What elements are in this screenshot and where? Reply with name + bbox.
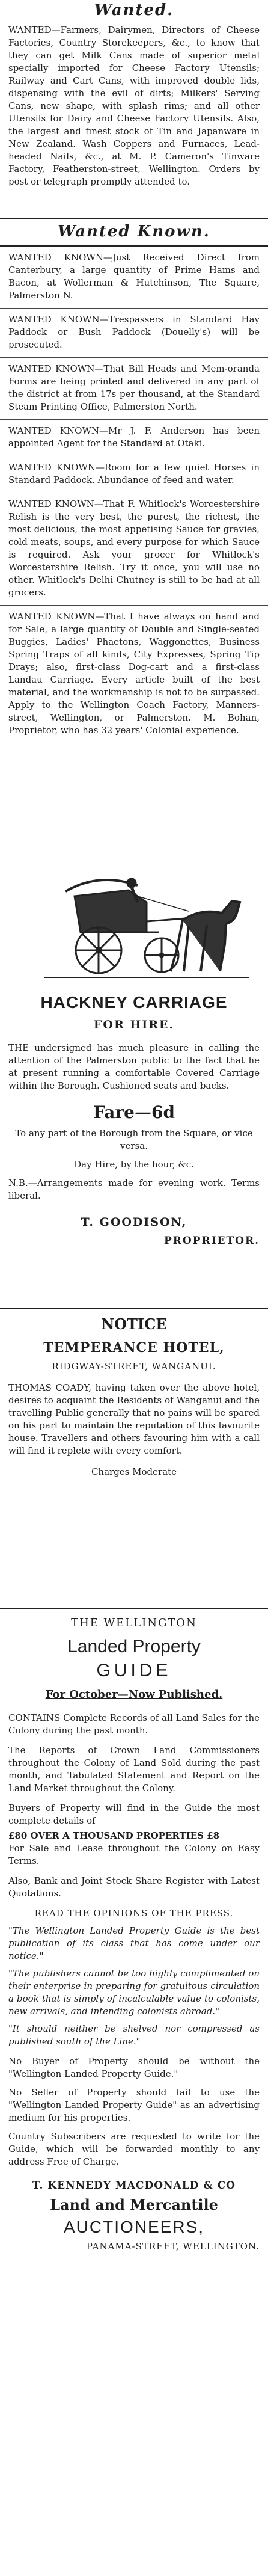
guide-para: Also, Bank and Joint Stock Share Register with Latest Quotations. <box>8 1875 260 1899</box>
wanted-heading: Wanted. <box>94 1 174 19</box>
guide-highlight: £80 OVER A THOUSAND PROPERTIES £8 <box>8 1830 220 1841</box>
guide-quote: "The Wellington Landed Property Guide is the best publication of its class that has come under our notice." <box>8 1925 260 1961</box>
guide-auctioneers: AUCTIONEERS, <box>63 2218 205 2236</box>
ad-rule <box>0 357 268 358</box>
section-rule <box>0 1308 268 1309</box>
ad-rule <box>0 308 268 309</box>
hackney-nb: N.B.—Arrangements made for evening work. Terms liberal. <box>8 1178 260 1201</box>
notice-heading: NOTICE <box>101 1315 167 1333</box>
guide-quote: "It should neither be shelved nor compressed as published south of the Line." <box>8 2023 260 2047</box>
wanted-known-ad: WANTED KNOWN—That Bill Heads and Mem-oranda Forms are being printed and delivered in any part of the district at from 17s per thousand, at the Standard Steam Printing Office, Palmerston North. <box>8 363 260 412</box>
hackney-subtitle: FOR HIRE. <box>93 1018 175 1031</box>
temperance-text: THOMAS COADY, having taken over the above hotel, desires to acquaint the Residents of Wanganui and the travelling Public generally that no pains will be spared on his part to maintain the reputation of this favourite house. Travellers and others favouring him with a call will find it replete with every comfort. <box>8 1382 260 1456</box>
wanted-known-ad: WANTED KNOWN—Mr J. F. Anderson has been appointed Agent for the Standard at Otaki. <box>8 425 260 449</box>
wanted-known-ad: WANTED KNOWN—That F. Whitlock's Worcestershire Relish is the very best, the purest, the richest, the most delicious, the most appetising Sauce for gravies, cold meats, soups, and every purpose for which Sauce is required. Ask your grocer for Whitlock's Worcestershire Relish. Try it once, you will use no other. Whitlock's Delhi Chutney is still to be had at all grocers. <box>8 499 260 598</box>
guide-para: Buyers of Property will find in the Guide the most complete details of <box>8 1803 260 1826</box>
guide-intro: THE WELLINGTON <box>71 1617 197 1629</box>
wanted-ad-text: WANTED—Farmers, Dairymen, Directors of Cheese Factories, Country Storekeepers, &c., to know that they can get Milk Cans made of superior metal specially imported for Cheese Factory Utensils; Railway and Cart Cans, with improved double lids, dispensing with the evil of dirts; Milkers' Serving Cans, new shape, with splash rims; and all other Utensils for Dairy and Cheese Factory Utensils. Also, the largest and finest stock of Tin and Japanware in New Zealand. Wash Coppers and Furnaces, Lead-headed Nails, &c., at M. P. Cameron's Tinware Factory, Featherston-street, Wellington. Orders by post or telegraph promptly attended to. <box>8 25 260 187</box>
section-rule <box>0 1608 268 1609</box>
ad-rule <box>0 605 268 606</box>
landed-property-guide-ad <box>0 1606 268 2273</box>
hackney-title: HACKNEY CARRIAGE <box>40 993 228 1012</box>
carriage-illustration-block <box>0 854 268 992</box>
wanted-known-ad: WANTED KNOWN—Room for a few quiet Horses in Standard Paddock. Abundance of feed and water. <box>8 462 260 485</box>
wanted-known-ad: WANTED KNOWN—That I have always on hand and for Sale, a large quantity of Double and Single-seated Buggies, Ladies' Phaetons, Waggonettes, Business Spring Traps of all kinds, City Expresses, Spring Tip Drays; also, first-class Dog-cart and a first-class Landau Carriage. Every article built of the best material, and the workmanship is not to be surpassed. Apply to the Wellington Coach Factory, Manners-street, Wellington, or Palmerston. M. Bohan, Proprietor, who has 32 years' Colonial experience. <box>8 611 260 736</box>
guide-press-heading: READ THE OPINIONS OF THE PRESS. <box>34 1908 234 1919</box>
hackney-fare-text: To any part of the Borough from the Square, or vice versa. <box>15 1128 253 1151</box>
temperance-charges: Charges Moderate <box>91 1466 177 1477</box>
hackney-proprietor-role: PROPRIETOR. <box>163 1235 260 1247</box>
temperance-title: TEMPERANCE HOTEL, <box>43 1340 225 1356</box>
wanted-known-heading: Wanted Known. <box>58 223 210 241</box>
wanted-known-ad: WANTED KNOWN—Just Received Direct from Canterbury, a large quantity of Prime Hams and Bacon, at Wollerman & Hutchinson, The Square, Palmerston N. <box>8 252 260 301</box>
guide-quote: "The publishers cannot be too highly complimented on their enterprise in preparing for gratuitous circulation a book that is simply of incalculable value to colonists, new arrivals, and intending colonists abroad." <box>8 1968 260 2017</box>
ad-rule <box>0 419 268 420</box>
hackney-fare: Fare—6d <box>93 1102 175 1122</box>
guide-title-2: GUIDE <box>96 1661 172 1680</box>
hackney-carriage-ad <box>0 992 268 1305</box>
guide-para: No Buyer of Property should be without the "Wellington Landed Property Guide." <box>8 2056 260 2079</box>
guide-para: Country Subscribers are requested to write for the Guide, which will be forwarded monthly to any address Free of Charge. <box>8 2131 260 2167</box>
wanted-known-ad: WANTED KNOWN—Trespassers in Standard Hay Paddock or Bush Paddock (Douelly's) will be prosecuted. <box>8 314 260 350</box>
guide-address: PANAMA-STREET, WELLINGTON. <box>86 2241 260 2252</box>
guide-title-1: Landed Property <box>67 1637 201 1656</box>
guide-para: No Seller of Property should fail to use the "Wellington Landed Property Guide" as an advertising medium for his properties. <box>8 2087 260 2123</box>
guide-firm: T. KENNEDY MACDONALD & CO <box>32 2180 236 2192</box>
guide-month: For October—Now Published. <box>45 1688 223 1701</box>
guide-para: For Sale and Lease throughout the Colony on Easy Terms. <box>8 1843 260 1866</box>
hackney-text: THE undersigned has much pleasure in calling the attention of the Palmerston public to the fact that he at present running a comfortable Covered Carriage within the Borough. Cushioned seats and backs. <box>8 1042 260 1091</box>
heading-rule <box>0 245 268 247</box>
section-rule <box>0 218 268 219</box>
temperance-hotel-ad <box>0 1305 268 1606</box>
hackney-day-hire: Day Hire, by the hour, &c. <box>74 1159 194 1170</box>
wanted-section <box>0 0 268 217</box>
guide-firm-sub: Land and Mercantile <box>50 2196 218 2213</box>
wanted-known-section <box>0 217 268 854</box>
guide-para: The Reports of Crown Land Commissioners throughout the Colony of Land Sold during the past month, and Tabulated Statement and Report on the Land Market throughout the Colony. <box>8 1745 260 1794</box>
hackney-proprietor-name: T. GOODISON, <box>81 1216 187 1229</box>
guide-para: CONTAINS Complete Records of all Land Sales for the Colony during the past month. <box>8 1712 260 1736</box>
horse-carriage-icon <box>8 854 260 986</box>
temperance-address: RIDGWAY-STREET, WANGANUI. <box>52 1361 216 1372</box>
